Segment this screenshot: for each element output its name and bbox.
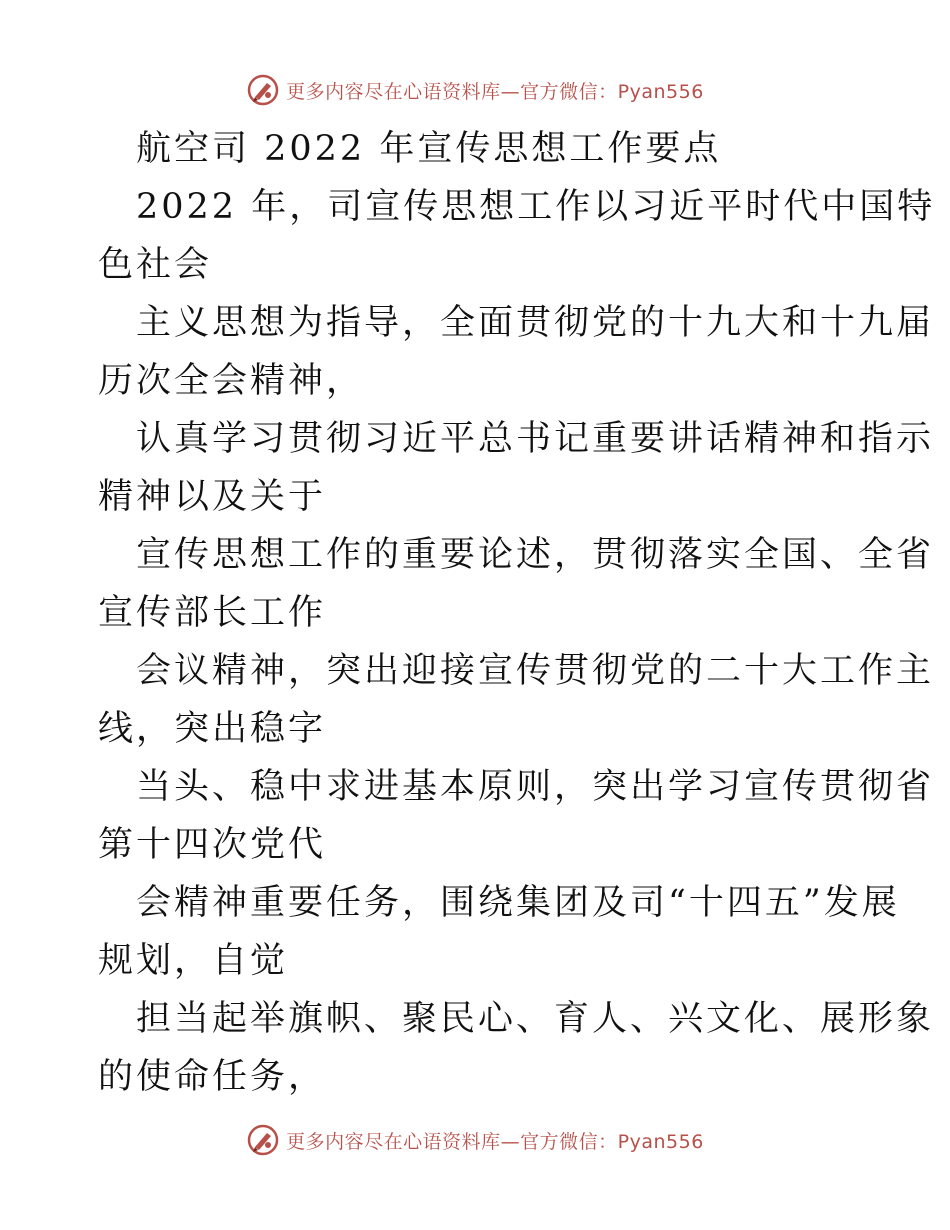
paragraph-line: 当头、稳中求进基本原则，突出学习宣传贯彻省 [136,767,935,807]
document-body [98,120,936,1106]
paragraph-line: 会议精神，突出迎接宣传贯彻党的二十大工作主 [136,651,935,691]
paragraph-line: 历次全会精神， [98,361,365,401]
document-title: 航空司 2022 年宣传思想工作要点 [136,129,722,169]
paragraph-line: 会精神重要任务，围绕集团及司“十四五”发展 [136,883,900,923]
paragraph-line: 主义思想为指导，全面贯彻党的十九大和十九届 [136,303,935,343]
header-watermark-banner [0,72,950,108]
paragraph-line: 线，突出稳字 [98,709,327,749]
watermark-text: 更多内容尽在心语资料库—官方微信：Pyan556 [286,1130,704,1153]
pen-logo-icon [246,1123,280,1157]
paragraph-line: 规划，自觉 [98,941,289,981]
watermark-text: 更多内容尽在心语资料库—官方微信：Pyan556 [286,80,704,103]
paragraph-line: 的使命任务， [98,1057,327,1097]
pen-logo-icon [246,73,280,107]
paragraph-line: 精神以及关于 [98,477,327,517]
paragraph-line: 2022 年，司宣传思想工作以习近平时代中国特 [136,187,936,227]
paragraph-line: 色社会 [98,245,213,285]
paragraph-line: 第十四次党代 [98,825,327,865]
paragraph-line: 宣传思想工作的重要论述，贯彻落实全国、全省 [136,535,935,575]
paragraph-line: 担当起举旗帜、聚民心、育人、兴文化、展形象 [136,999,935,1039]
paragraph-line: 宣传部长工作 [98,593,327,633]
paragraph-line: 认真学习贯彻习近平总书记重要讲话精神和指示 [136,419,935,459]
footer-watermark-banner [0,1122,950,1158]
